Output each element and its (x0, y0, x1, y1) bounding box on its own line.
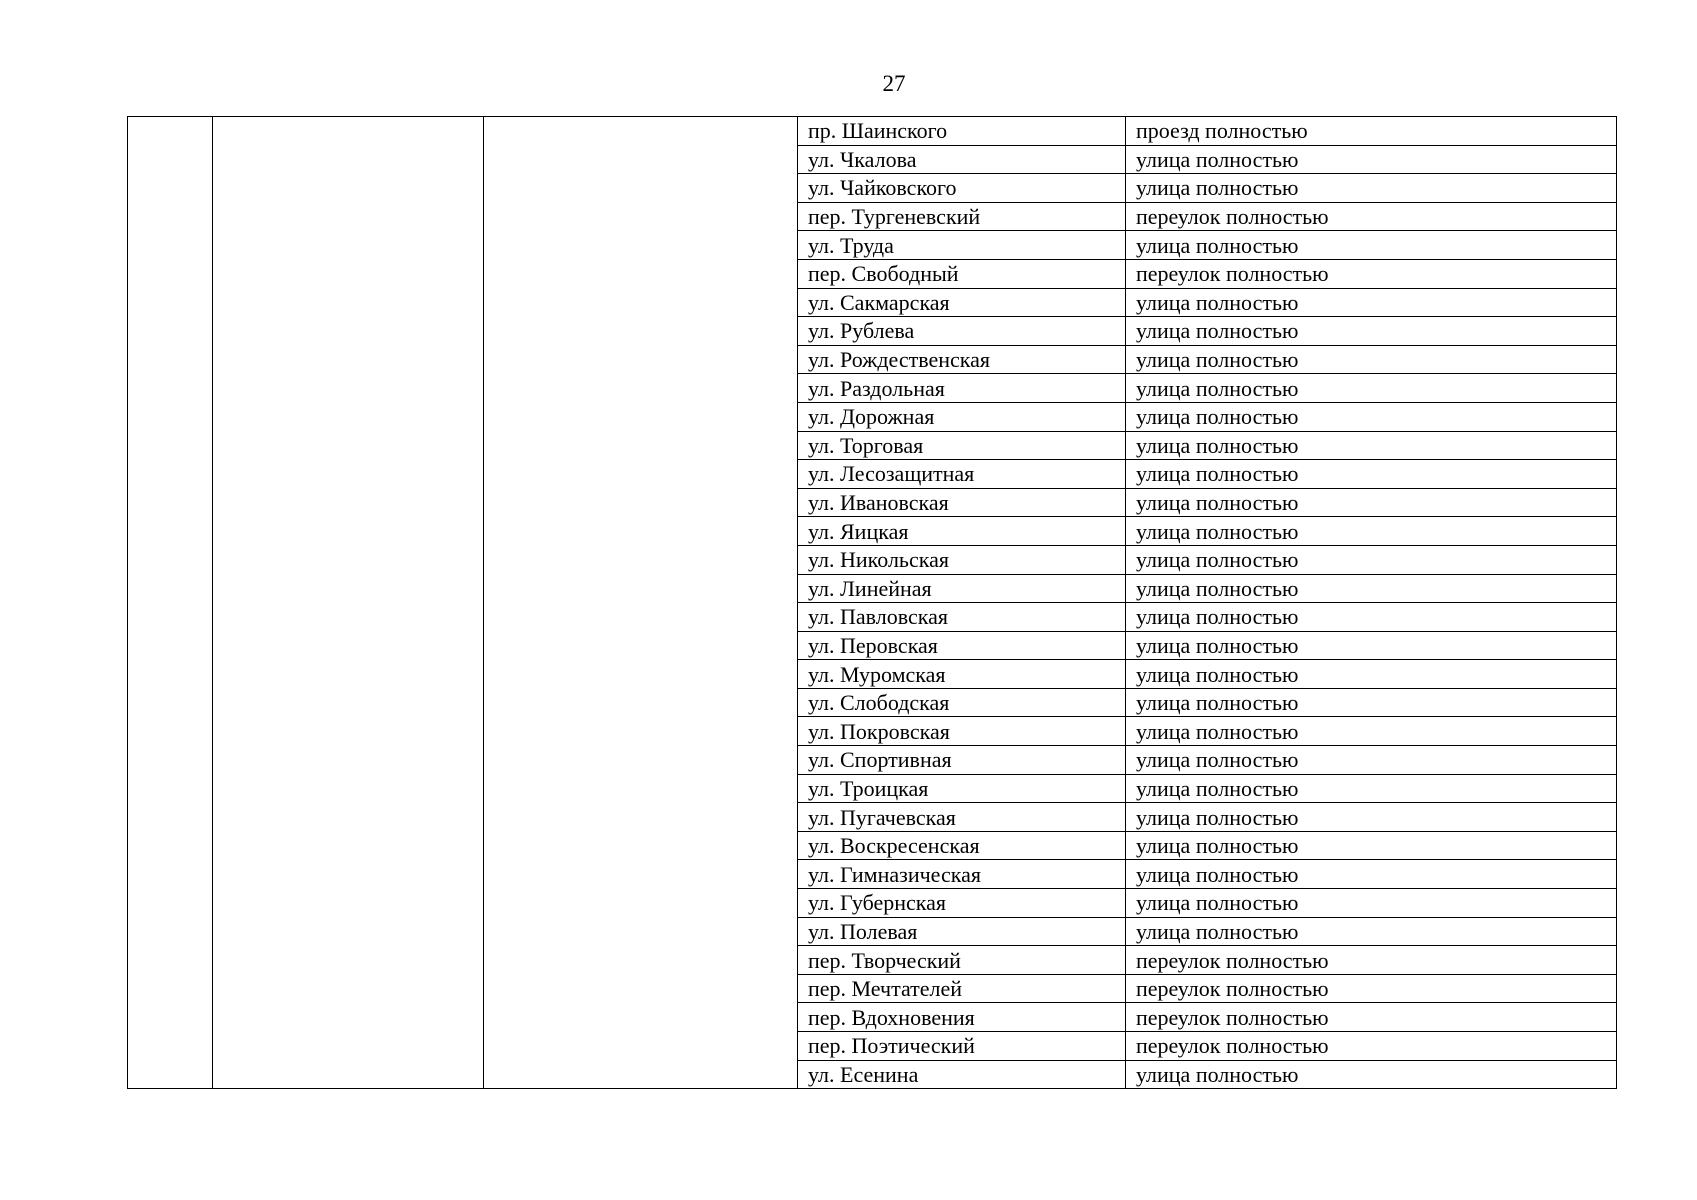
street-name-cell: ул. Воскресенская (798, 831, 1126, 860)
extent-cell: улица полностью (1126, 746, 1617, 775)
extent-cell: улица полностью (1126, 717, 1617, 746)
street-name-cell: ул. Чайковского (798, 174, 1126, 203)
street-name-cell: ул. Лесозащитная (798, 460, 1126, 489)
street-name-cell: ул. Перовская (798, 631, 1126, 660)
street-name-cell: пер. Вдохновения (798, 1003, 1126, 1032)
extent-cell: улица полностью (1126, 574, 1617, 603)
table-row (128, 117, 1617, 146)
street-name-cell: ул. Слободская (798, 688, 1126, 717)
extent-cell: переулок полностью (1126, 1032, 1617, 1061)
street-name-cell: ул. Ивановская (798, 488, 1126, 517)
extent-cell: улица полностью (1126, 345, 1617, 374)
street-name-cell: ул. Губернская (798, 889, 1126, 918)
street-name-cell: пер. Творческий (798, 946, 1126, 975)
extent-cell: переулок полностью (1126, 202, 1617, 231)
street-name-cell: пер. Мечтателей (798, 974, 1126, 1003)
extent-cell: улица полностью (1126, 803, 1617, 832)
street-name-cell: ул. Спортивная (798, 746, 1126, 775)
page-number: 27 (882, 71, 906, 96)
extent-cell: улица полностью (1126, 660, 1617, 689)
street-name-cell: ул. Труда (798, 231, 1126, 260)
extent-cell: улица полностью (1126, 1060, 1617, 1089)
extent-cell: улица полностью (1126, 288, 1617, 317)
extent-cell: улица полностью (1126, 517, 1617, 546)
empty-cell-col2 (213, 117, 484, 1089)
extent-cell: улица полностью (1126, 402, 1617, 431)
extent-cell: улица полностью (1126, 917, 1617, 946)
streets-table (127, 116, 1617, 1089)
street-name-cell: ул. Троицкая (798, 774, 1126, 803)
extent-cell: улица полностью (1126, 774, 1617, 803)
empty-cell-col3 (484, 117, 798, 1089)
street-name-cell: ул. Полевая (798, 917, 1126, 946)
street-name-cell: ул. Павловская (798, 603, 1126, 632)
street-name-cell: ул. Покровская (798, 717, 1126, 746)
extent-cell: улица полностью (1126, 317, 1617, 346)
street-name-cell: ул. Рождественская (798, 345, 1126, 374)
extent-cell: проезд полностью (1126, 117, 1617, 146)
street-name-cell: ул. Есенина (798, 1060, 1126, 1089)
street-name-cell: пр. Шаинского (798, 117, 1126, 146)
street-name-cell: пер. Поэтический (798, 1032, 1126, 1061)
extent-cell: улица полностью (1126, 631, 1617, 660)
extent-cell: улица полностью (1126, 460, 1617, 489)
extent-cell: улица полностью (1126, 145, 1617, 174)
street-name-cell: ул. Чкалова (798, 145, 1126, 174)
street-name-cell: ул. Сакмарская (798, 288, 1126, 317)
street-name-cell: ул. Муромская (798, 660, 1126, 689)
street-name-cell: ул. Раздольная (798, 374, 1126, 403)
extent-cell: улица полностью (1126, 889, 1617, 918)
extent-cell: улица полностью (1126, 860, 1617, 889)
extent-cell: улица полностью (1126, 603, 1617, 632)
street-name-cell: ул. Линейная (798, 574, 1126, 603)
street-name-cell: пер. Тургеневский (798, 202, 1126, 231)
extent-cell: переулок полностью (1126, 946, 1617, 975)
extent-cell: улица полностью (1126, 431, 1617, 460)
street-name-cell: ул. Пугачевская (798, 803, 1126, 832)
street-name-cell: пер. Свободный (798, 259, 1126, 288)
extent-cell: улица полностью (1126, 545, 1617, 574)
street-name-cell: ул. Яицкая (798, 517, 1126, 546)
street-name-cell: ул. Гимназическая (798, 860, 1126, 889)
extent-cell: улица полностью (1126, 831, 1617, 860)
extent-cell: улица полностью (1126, 374, 1617, 403)
extent-cell: переулок полностью (1126, 974, 1617, 1003)
extent-cell: переулок полностью (1126, 1003, 1617, 1032)
extent-cell: улица полностью (1126, 488, 1617, 517)
extent-cell: улица полностью (1126, 688, 1617, 717)
extent-cell: улица полностью (1126, 231, 1617, 260)
street-name-cell: ул. Рублева (798, 317, 1126, 346)
street-name-cell: ул. Никольская (798, 545, 1126, 574)
street-name-cell: ул. Торговая (798, 431, 1126, 460)
extent-cell: улица полностью (1126, 174, 1617, 203)
empty-cell-col1 (128, 117, 213, 1089)
extent-cell: переулок полностью (1126, 259, 1617, 288)
street-name-cell: ул. Дорожная (798, 402, 1126, 431)
